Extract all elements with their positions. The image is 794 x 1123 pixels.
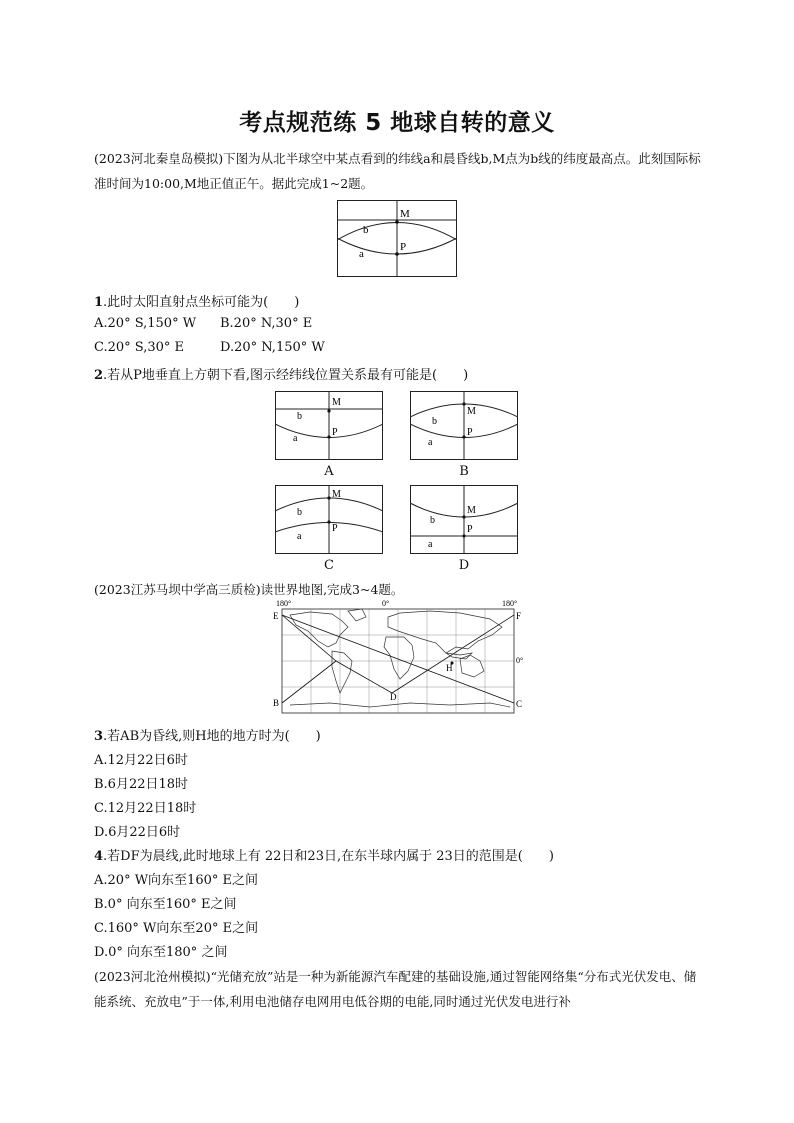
q4-option-b[interactable]: B.0° 向东至160° E之间	[94, 897, 237, 912]
q2-option-a-label[interactable]: A	[324, 464, 334, 479]
q1-option-d[interactable]: D.20° N,150° W	[220, 340, 325, 355]
intro-paragraph-1: (2023河北秦皇岛模拟)下图为从北半球空中某点看到的纬线a和晨昏线b,M点为b线的纬度最高点。此刻国际标准时间为10:00,M地正值正午。据此完成1~2题。	[94, 151, 701, 191]
label-b: b	[363, 224, 369, 236]
label-a: a	[359, 248, 364, 260]
label-h: H	[446, 663, 453, 673]
q4-option-d[interactable]: D.0° 向东至180° 之间	[94, 945, 228, 960]
label-a: a	[293, 433, 298, 444]
q3-option-c[interactable]: C.12月22日18时	[94, 801, 197, 816]
label-p: P	[467, 524, 473, 535]
label-e: E	[273, 611, 279, 621]
intro-paragraph-2: (2023江苏马坝中学高三质检)读世界地图,完成3~4题。	[94, 582, 404, 597]
label-b: b	[432, 416, 437, 427]
label-m: M	[467, 505, 476, 516]
label-f: F	[516, 611, 522, 621]
q1-option-c[interactable]: C.20° S,30° E	[94, 340, 185, 355]
q2-option-b-diagram[interactable]	[410, 391, 518, 461]
q3-option-a[interactable]: A.12月22日6时	[94, 753, 188, 768]
label-b: b	[430, 515, 435, 526]
q1-option-b[interactable]: B.20° N,30° E	[220, 316, 313, 331]
label-m: M	[332, 489, 341, 500]
label-a: a	[428, 539, 433, 550]
label-a: a	[297, 531, 302, 542]
question-3: 3.若AB为昏线,则H地的地方时为( )	[94, 729, 321, 744]
label-b: b	[297, 411, 302, 422]
q4-option-c[interactable]: C.160° W向东至20° E之间	[94, 921, 259, 936]
q2-option-a-diagram[interactable]	[275, 391, 383, 461]
q2-option-d-label[interactable]: D	[458, 558, 470, 573]
q2-option-c-diagram[interactable]	[275, 485, 383, 555]
question-2: 2.若从P地垂直上方朝下看,图示经纬线位置关系最有可能是( )	[94, 368, 469, 383]
label-0-equator: 0°	[516, 656, 524, 665]
label-d: D	[390, 692, 397, 702]
label-p: P	[332, 427, 338, 438]
world-map	[270, 597, 526, 719]
label-p: P	[400, 241, 407, 253]
label-b: b	[297, 507, 302, 518]
label-c: C	[516, 699, 523, 709]
label-0-top: 0°	[382, 599, 390, 608]
intro-paragraph-3: (2023河北沧州模拟)“光储充放”站是一种为新能源汽车配建的基础设施,通过智能网络集“分布式光伏发电、储能系统、充放电”于一体,利用电池储存电网用电低谷期的电能,同时通过光伏发电进行补	[94, 969, 697, 1009]
page-title: 考点规范练 5 地球自转的意义	[239, 110, 555, 136]
q1-options-row-1	[94, 316, 312, 331]
q4-option-a[interactable]: A.20° W向东至160° E之间	[94, 873, 258, 888]
question-1: 1.此时太阳直射点坐标可能为( )	[94, 295, 300, 310]
label-b: B	[273, 698, 280, 708]
label-180-left: 180°	[276, 599, 292, 608]
q2-option-d-diagram[interactable]	[410, 485, 518, 555]
q2-option-c-label[interactable]: C	[324, 558, 334, 573]
label-a: a	[428, 437, 433, 448]
q3-option-b[interactable]: B.6月22日18时	[94, 777, 189, 792]
q1-options-row-2	[94, 340, 325, 355]
q1-option-a[interactable]: A.20° S,150° W	[94, 316, 197, 331]
label-m: M	[332, 397, 341, 408]
label-p: P	[467, 427, 473, 438]
label-p: P	[332, 523, 338, 534]
question-4: 4.若DF为晨线,此时地球上有 22日和23日,在东半球内属于 23日的范围是( )	[94, 849, 554, 864]
label-m: M	[467, 406, 476, 417]
label-180-right: 180°	[502, 599, 518, 608]
figure-1-diagram	[337, 200, 457, 278]
q3-option-d[interactable]: D.6月22日6时	[94, 825, 181, 840]
label-m: M	[400, 208, 410, 220]
q2-option-b-label[interactable]: B	[459, 464, 469, 479]
